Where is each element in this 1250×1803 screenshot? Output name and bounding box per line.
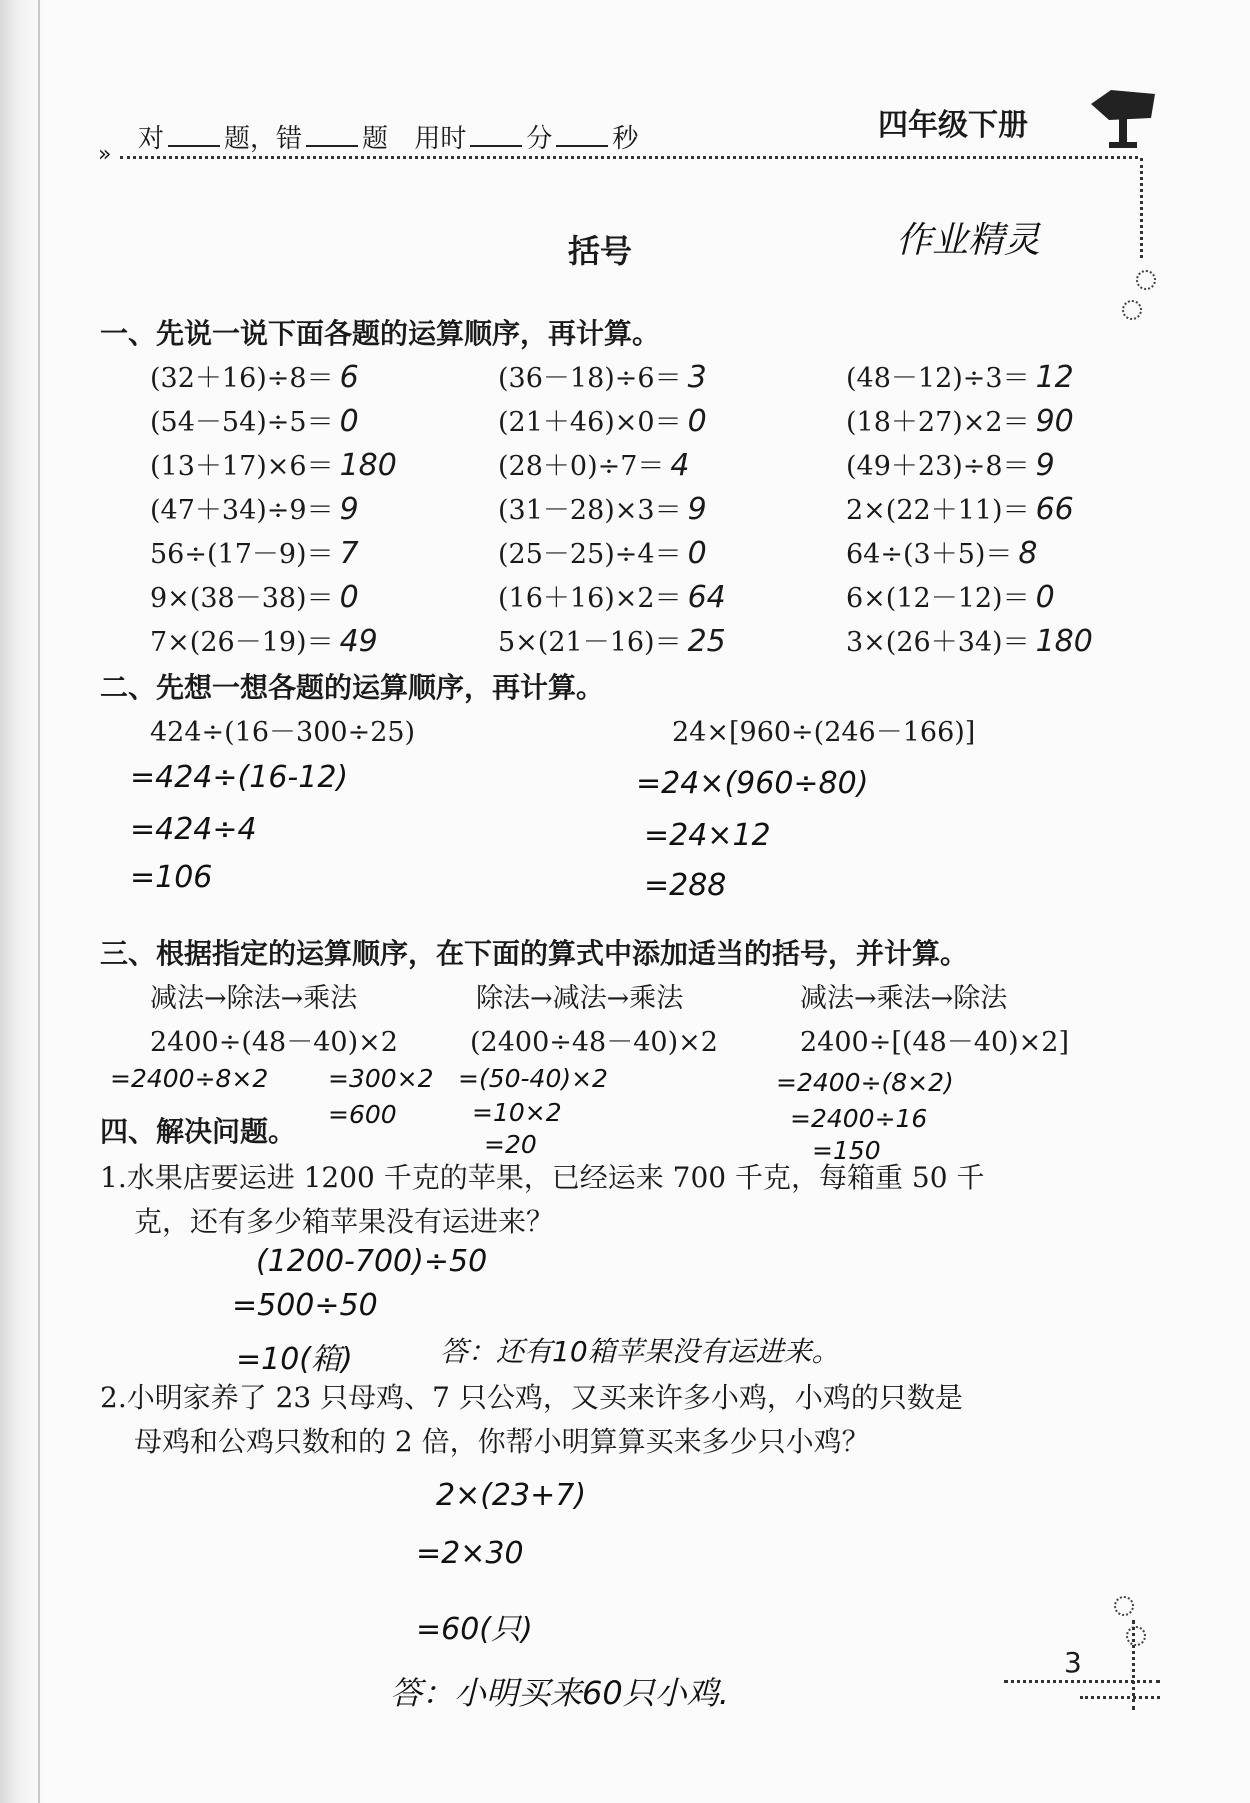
question: (47＋34)÷9＝: [150, 495, 334, 526]
decor-circle-icon: [1122, 300, 1142, 320]
wrong-blank: [306, 123, 358, 147]
s3-work-line: =600: [328, 1100, 397, 1129]
question: 7×(26－19)＝: [150, 627, 334, 658]
s4-problem-2-text: 母鸡和公鸡只数和的 2 倍，你帮小明算算买来多少只小鸡？: [134, 1425, 870, 1458]
question: 9×(38－38)＝: [150, 583, 334, 614]
decor-circle-icon: [1114, 1596, 1134, 1616]
grade-label: 四年级下册: [878, 108, 1028, 143]
answer: 66: [1035, 492, 1074, 527]
s2-work-line: =106: [130, 860, 213, 895]
answer: 4: [670, 448, 690, 483]
s2-work-line: =24×(960÷80): [636, 766, 869, 801]
record-wrong-label: 题，错: [224, 124, 303, 154]
question: 5×(21－16)＝: [498, 627, 682, 658]
decor-circle-icon: [1126, 1626, 1146, 1646]
s3-work-line: =150: [812, 1136, 881, 1165]
score-record: [138, 118, 638, 155]
question: (48－12)÷3＝: [846, 363, 1030, 394]
answer: 7: [339, 536, 359, 571]
record-minute-label: 分: [526, 124, 553, 154]
s1-problem: [150, 488, 359, 527]
answer: 0: [687, 404, 707, 439]
question: 2×(22＋11)＝: [846, 495, 1030, 526]
s3-work-line: =2400÷(8×2): [776, 1068, 954, 1097]
s1-problem: [498, 576, 726, 615]
book-spine-shadow: [0, 0, 52, 1803]
question: (21＋46)×0＝: [498, 407, 682, 438]
s2-work-line: =288: [644, 868, 727, 903]
section1-heading: 一、先说一说下面各题的运算顺序，再计算。: [100, 317, 661, 350]
s1-problem: [150, 620, 378, 659]
s1-problem: [846, 356, 1074, 395]
s1-problem: [846, 488, 1074, 527]
answer: 9: [339, 492, 359, 527]
s1-problem: [498, 444, 690, 483]
answer: 12: [1035, 360, 1074, 395]
s1-problem: [150, 532, 359, 571]
record-question-label: 题: [362, 124, 389, 154]
answer: 9: [687, 492, 707, 527]
s3-work-line: =300×2: [328, 1064, 434, 1093]
answer: 9: [1035, 448, 1055, 483]
s3-expression: 2400÷[(48－40)×2]: [800, 1027, 1069, 1058]
binding-line: [38, 0, 40, 1803]
answer: 0: [687, 536, 707, 571]
question: (28＋0)÷7＝: [498, 451, 665, 482]
answer: 8: [1018, 536, 1038, 571]
s3-order: 减法→乘法→除法: [800, 983, 1008, 1014]
s4-answer-1: 答：还有10箱苹果没有运进来。: [440, 1335, 840, 1368]
signpost-icon: [1085, 84, 1160, 150]
record-second-label: 秒: [612, 124, 639, 154]
question: 3×(26＋34)＝: [846, 627, 1030, 658]
footer-dotted-rule: [1004, 1680, 1160, 1683]
s1-problem: [150, 444, 397, 483]
answer: 49: [339, 624, 378, 659]
s4-work-line: =60(只): [416, 1612, 533, 1647]
s3-expression: (2400÷48－40)×2: [470, 1027, 718, 1058]
footer-dotted-rule: [1080, 1696, 1160, 1699]
correct-blank: [168, 123, 220, 147]
arrow-icon: »: [98, 142, 112, 167]
record-correct-label: 对: [138, 124, 165, 154]
answer: 0: [339, 404, 359, 439]
answer: 0: [339, 580, 359, 615]
question: (16＋16)×2＝: [498, 583, 682, 614]
answer: 180: [1035, 624, 1093, 659]
question: (31－28)×3＝: [498, 495, 682, 526]
s1-problem: [846, 576, 1055, 615]
question: 6×(12－12)＝: [846, 583, 1030, 614]
s2-problem-1: 424÷(16－300÷25): [150, 717, 416, 748]
s4-work-line: (1200-700)÷50: [256, 1244, 488, 1279]
s1-problem: [498, 356, 707, 395]
record-time-label: 用时: [414, 124, 467, 154]
section4-heading: 四、解决问题。: [100, 1115, 297, 1148]
s4-answer-2: 答：小明买来60只小鸡.: [390, 1674, 729, 1712]
s1-problem: [846, 532, 1038, 571]
question: 64÷(3＋5)＝: [846, 539, 1013, 570]
s3-work-line: =2400÷16: [790, 1104, 928, 1133]
s1-problem: [498, 400, 707, 439]
s1-problem: [150, 576, 359, 615]
s1-problem: [498, 488, 707, 527]
decor-circle-icon: [1136, 270, 1156, 290]
s2-work-line: =24×12: [644, 818, 771, 853]
question: (36－18)÷6＝: [498, 363, 682, 394]
s1-problem: [150, 356, 359, 395]
question: (32＋16)÷8＝: [150, 363, 334, 394]
s1-problem: [150, 400, 359, 439]
s1-problem: [846, 620, 1093, 659]
minutes-blank: [470, 123, 522, 147]
page-title: 括号: [568, 232, 633, 270]
right-dotted-rule: [1140, 158, 1143, 258]
question: (25－25)÷4＝: [498, 539, 682, 570]
s2-work-line: =424÷4: [130, 812, 257, 847]
s4-work-line: =500÷50: [232, 1288, 378, 1323]
question: 56÷(17－9)＝: [150, 539, 334, 570]
s3-order: 减法→除法→乘法: [150, 983, 358, 1014]
s4-work-line: 2×(23+7): [436, 1478, 587, 1513]
s2-work-line: =424÷(16-12): [130, 760, 349, 795]
header-dotted-rule: [120, 156, 1138, 159]
s1-problem: [498, 532, 707, 571]
s3-work-line: =2400÷8×2: [110, 1064, 269, 1093]
s3-work-line: =20: [484, 1130, 537, 1159]
question: (54－54)÷5＝: [150, 407, 334, 438]
question: (13＋17)×6＝: [150, 451, 334, 482]
section2-heading: 二、先想一想各题的运算顺序，再计算。: [100, 671, 605, 704]
question: (49＋23)÷8＝: [846, 451, 1030, 482]
question: (18＋27)×2＝: [846, 407, 1030, 438]
s1-problem: [846, 400, 1074, 439]
s4-problem-1-text: 克，还有多少箱苹果没有运进来？: [134, 1205, 555, 1238]
answer: 180: [339, 448, 397, 483]
answer: 90: [1035, 404, 1074, 439]
section3-heading: 三、根据指定的运算顺序，在下面的算式中添加适当的括号，并计算。: [100, 937, 969, 970]
answer: 64: [687, 580, 726, 615]
s3-work-line: =(50-40)×2: [458, 1064, 608, 1093]
s4-problem-2-text: 2.小明家养了 23 只母鸡、7 只公鸡，又买来许多小鸡，小鸡的只数是: [100, 1381, 963, 1414]
answer: 3: [687, 360, 707, 395]
s4-problem-1-text: 1.水果店要运进 1200 千克的苹果，已经运来 700 千克，每箱重 50 千: [100, 1161, 985, 1194]
seconds-blank: [556, 123, 608, 147]
answer: 6: [339, 360, 359, 395]
s1-problem: [498, 620, 726, 659]
s3-expression: 2400÷(48－40)×2: [150, 1027, 398, 1058]
s4-work-line: =10(箱): [236, 1342, 353, 1377]
page-number: 3: [1064, 1646, 1082, 1679]
s3-work-line: =10×2: [472, 1098, 562, 1127]
handwritten-tag: 作业精灵: [896, 220, 1041, 261]
answer: 0: [1035, 580, 1055, 615]
s2-problem-2: 24×[960÷(246－166)]: [672, 717, 976, 748]
s1-problem: [846, 444, 1055, 483]
s3-order: 除法→减法→乘法: [476, 983, 684, 1014]
s4-work-line: =2×30: [416, 1536, 524, 1571]
answer: 25: [687, 624, 726, 659]
